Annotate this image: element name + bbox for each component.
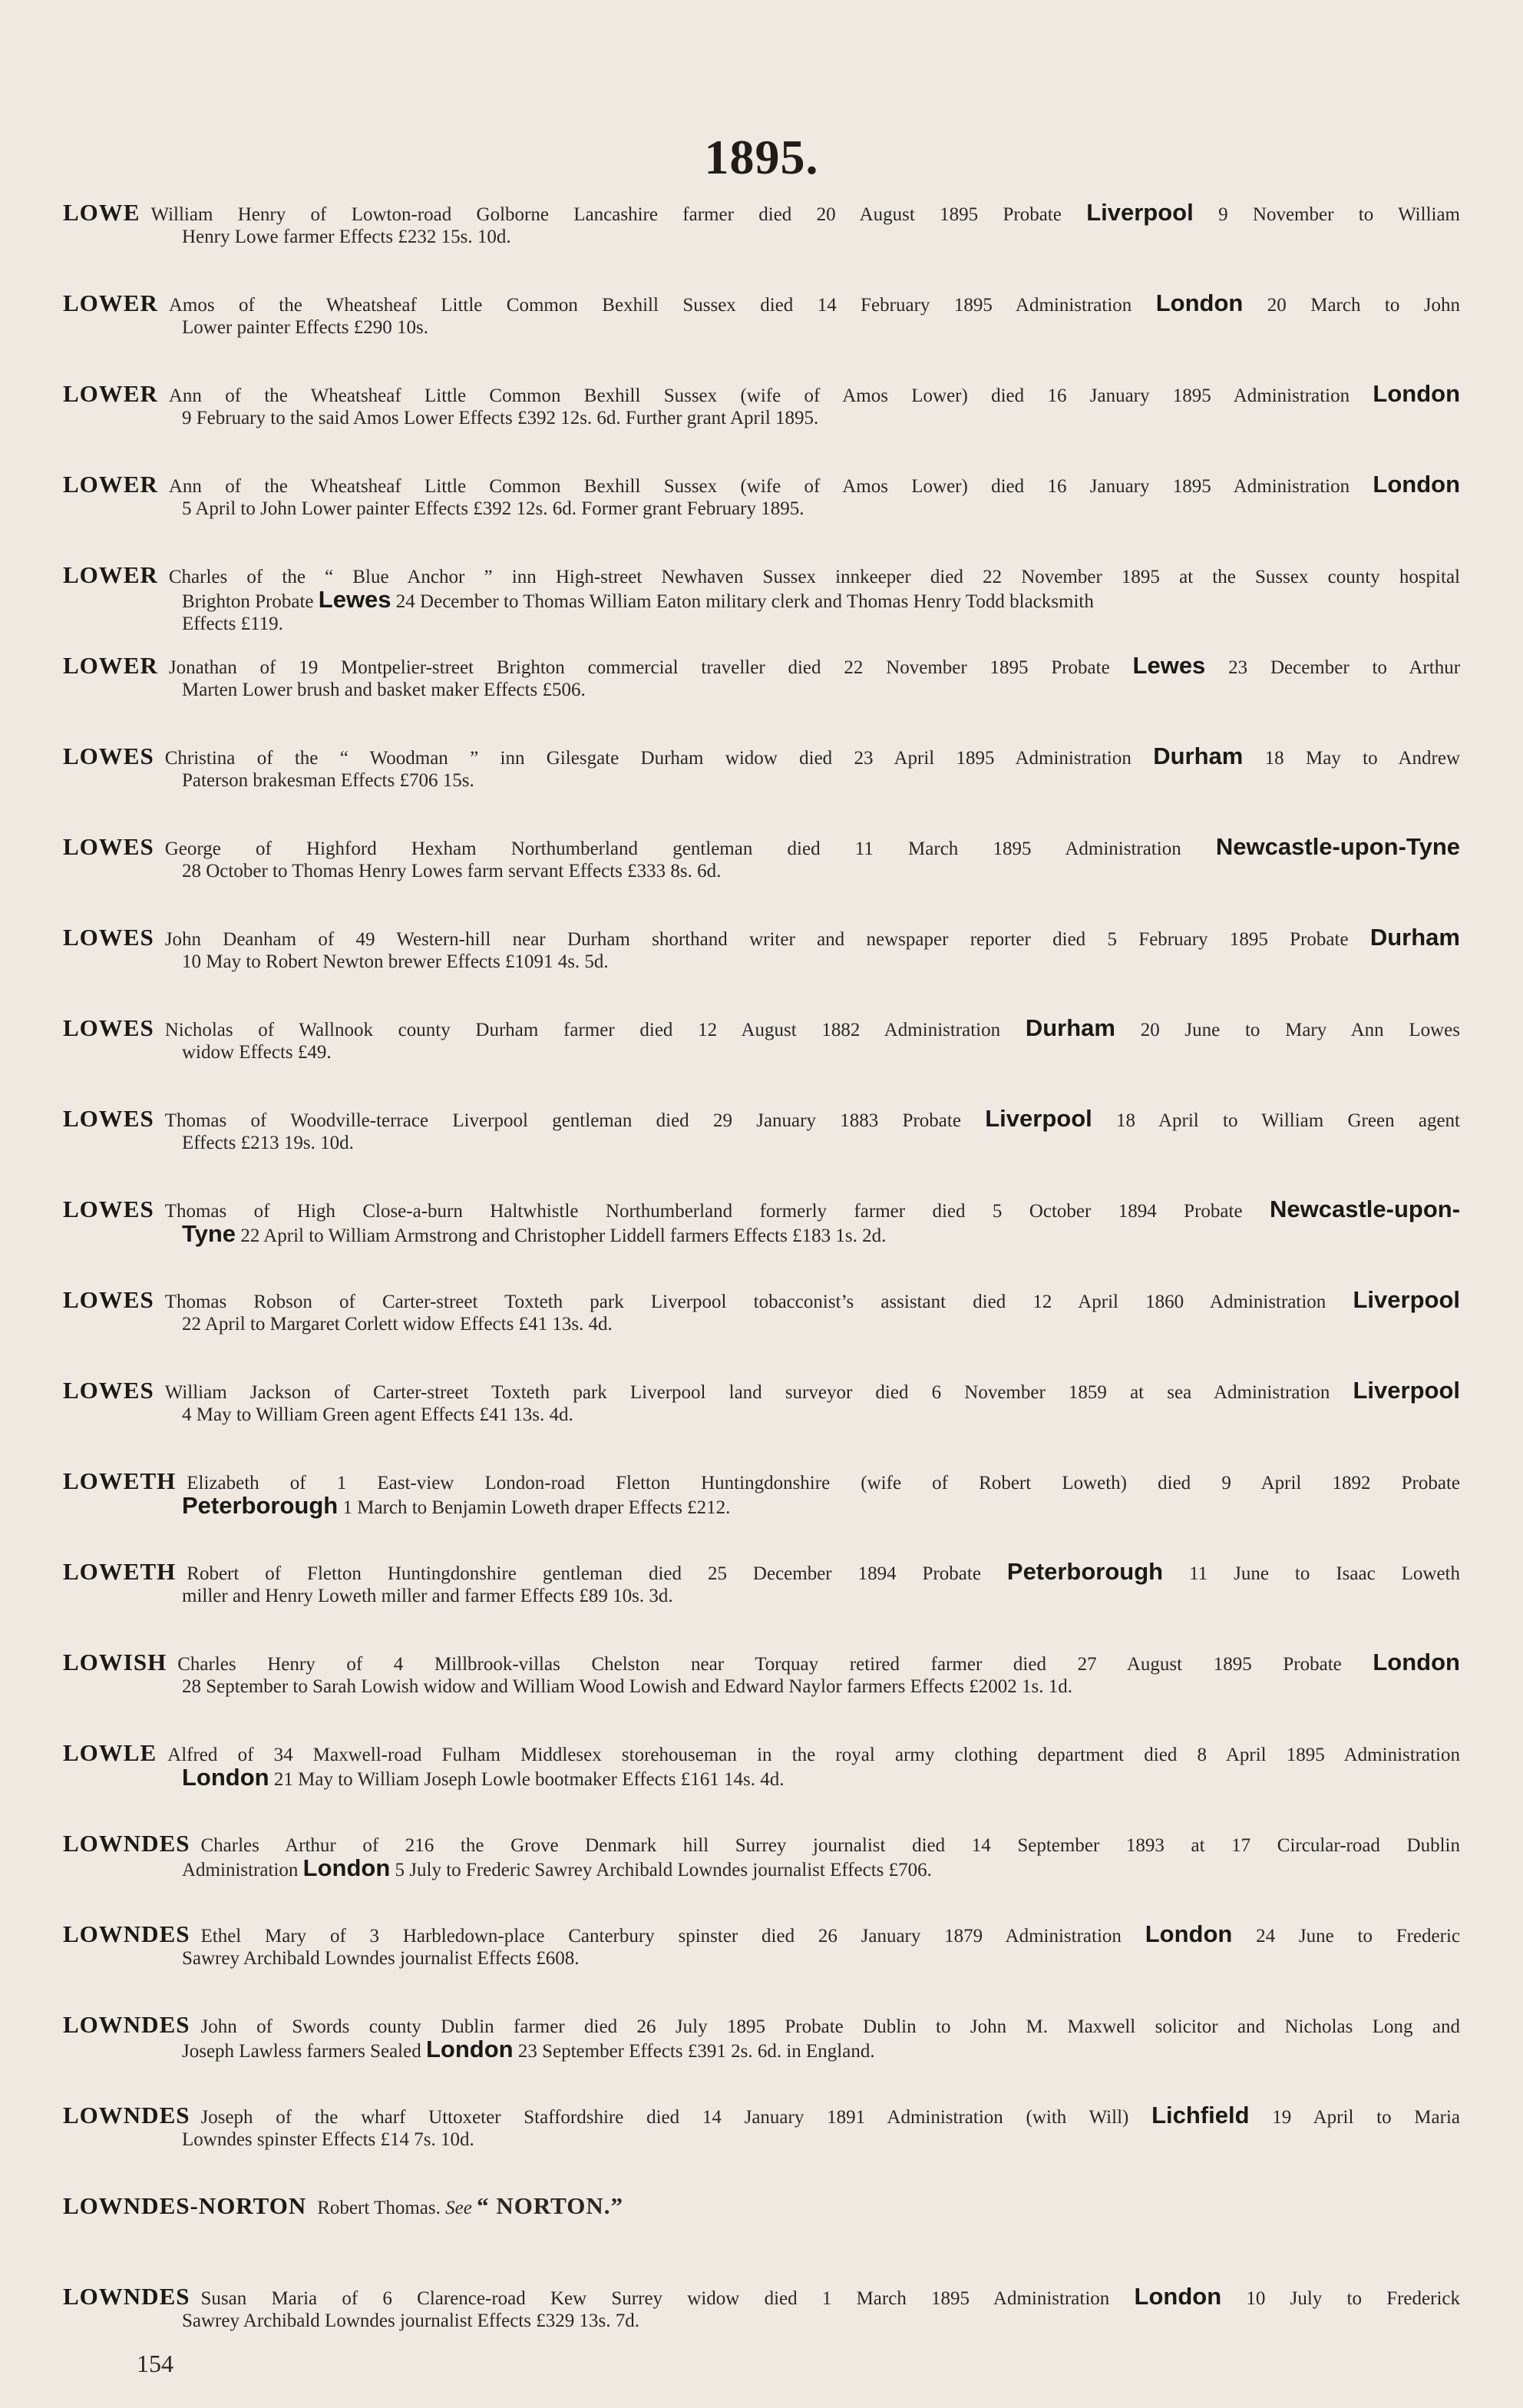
entry-surname: LOWER — [63, 654, 158, 679]
entry-registry-place: Peterborough — [1006, 1560, 1164, 1585]
probate-entry — [63, 835, 1460, 926]
entry-first-line — [63, 1107, 1460, 1132]
entry-registry-place: London — [425, 2038, 514, 2062]
entry-text: Ethel Mary of 3 Harbledown-place Canterbury spinster died 26 January 1879 Administration — [200, 1926, 1122, 1947]
probate-entry — [63, 2104, 1460, 2195]
entry-surname: LOWES — [63, 1198, 154, 1222]
entry-surname: LOWES — [63, 1288, 154, 1313]
entry-second-line: Sawrey Archibald Lowndes journalist Effects £329 13s. 7d. — [182, 2310, 639, 2331]
entry-first-line — [63, 2195, 1460, 2219]
entry-second-line — [63, 2038, 1460, 2062]
probate-entry — [63, 1832, 1460, 1923]
entry-first-line — [63, 1288, 1460, 1313]
entry-second-line: Effects £213 19s. 10d. — [182, 1133, 354, 1153]
probate-entry — [63, 2285, 1460, 2376]
entry-text: Joseph Lawless farmers Sealed — [182, 2041, 421, 2062]
page-year-heading: 1895. — [704, 130, 819, 184]
probate-entry — [63, 745, 1460, 835]
entry-surname: LOWETH — [63, 1560, 177, 1585]
entry-registry-place: Liverpool — [985, 1107, 1092, 1132]
entry-registry-place: Durham — [1369, 926, 1460, 951]
probate-entry — [63, 2195, 1460, 2285]
entry-text: Elizabeth of 1 East-view London-road Fletton Huntingdonshire (wife of Robert Loweth) died 9 April 1892 Probate — [187, 1473, 1460, 1493]
entry-text: Robert Thomas. — [317, 2198, 441, 2218]
entry-text: Thomas of High Close-a-burn Haltwhistle Northumberland formerly farmer died 5 October 1894 Probate — [164, 1201, 1243, 1222]
entry-text: Robert of Fletton Huntingdonshire gentleman died 25 December 1894 Probate — [187, 1563, 981, 1584]
entry-registry-place: Lichfield — [1151, 2104, 1250, 2128]
entry-text: Charles of the “ Blue Anchor ” inn High-street Newhaven Sussex innkeeper died 22 November 1895 at the Sussex county hospital — [168, 567, 1460, 587]
entry-second-line: Paterson brakesman Effects £706 15s. — [182, 770, 474, 791]
entry-text: Christina of the “ Woodman ” inn Gilesgate Durham widow died 23 April 1895 Administration — [164, 748, 1132, 769]
probate-entry — [63, 1923, 1460, 2013]
entry-registry-place: London — [1134, 2285, 1222, 2310]
probate-entry — [63, 1288, 1460, 1379]
entry-registry-place: London — [1155, 292, 1244, 316]
entry-second-line — [63, 1766, 1460, 1791]
entry-first-line — [63, 1198, 1460, 1222]
entry-registry-place: Newcastle-upon-Tyne — [1215, 835, 1460, 860]
entry-registry-place: Lewes — [1132, 654, 1206, 679]
entry-first-line — [63, 1742, 1460, 1766]
probate-entry — [63, 1470, 1460, 1560]
entry-first-line — [63, 926, 1460, 951]
entry-text: Charles Henry of 4 Millbrook-villas Chelston near Torquay retired farmer died 27 August 1895 Probate — [177, 1654, 1342, 1675]
entry-text-continued: 24 June to Frederic — [1256, 1926, 1460, 1947]
probate-entry — [63, 201, 1460, 292]
entry-second-line: 4 May to William Green agent Effects £41 13s. 4d. — [182, 1404, 573, 1425]
entry-surname: LOWES — [63, 1017, 154, 1041]
entry-registry-place: Durham — [1025, 1017, 1115, 1041]
entry-second-line: 28 October to Thomas Henry Lowes farm servant Effects £333 8s. 6d. — [182, 861, 722, 882]
entry-third-line: Effects £119. — [182, 614, 283, 634]
entries-list — [63, 201, 1460, 2376]
entry-surname: LOWER — [63, 292, 158, 316]
entry-first-line — [63, 473, 1460, 498]
entry-text: Joseph of the wharf Uttoxeter Staffordshire died 14 January 1891 Administration (with Will) — [200, 2107, 1129, 2128]
probate-entry — [63, 473, 1460, 564]
entry-text-continued: 18 April to William Green agent — [1116, 1110, 1460, 1131]
entry-text: John of Swords county Dublin farmer died 26 July 1895 Probate Dublin to John M. Maxwell solicitor and Nicholas Long and — [200, 2016, 1460, 2037]
entry-text: Thomas Robson of Carter-street Toxteth park Liverpool tobacconist’s assistant died 12 April 1860 Administration — [164, 1292, 1326, 1312]
entry-first-line — [63, 1651, 1460, 1675]
entry-text: 24 December to Thomas William Eaton military clerk and Thomas Henry Todd blacksmith — [395, 591, 1094, 612]
entry-text-continued: 23 December to Arthur — [1228, 657, 1460, 678]
entry-text-continued: 9 November to William — [1218, 204, 1460, 225]
entry-second-line: 28 September to Sarah Lowish widow and William Wood Lowish and Edward Naylor farmers Effects £2002 1s. 1d. — [182, 1676, 1072, 1697]
entry-surname: LOWER — [63, 382, 158, 407]
entry-first-line — [63, 564, 1460, 588]
entry-surname: LOWNDES — [63, 2104, 190, 2128]
entry-text: 22 April to William Armstrong and Christopher Liddell farmers Effects £183 1s. 2d. — [240, 1226, 887, 1246]
page-number: 154 — [137, 2350, 173, 2377]
probate-entry — [63, 1560, 1460, 1651]
entry-first-line — [63, 201, 1460, 226]
entry-registry-place: London — [182, 1766, 269, 1791]
entry-text: Susan Maria of 6 Clarence-road Kew Surrey widow died 1 March 1895 Administration — [200, 2288, 1110, 2309]
probate-entry — [63, 1107, 1460, 1198]
entry-text: 5 July to Frederic Sawrey Archibald Lowndes journalist Effects £706. — [395, 1860, 932, 1880]
probate-entry — [63, 1379, 1460, 1470]
entry-second-line — [63, 1494, 1460, 1519]
entry-registry-place: London — [302, 1857, 391, 1881]
entry-text: Charles Arthur of 216 the Grove Denmark hill Surrey journalist died 14 September 1893 at 17 Circular-road Dublin — [200, 1835, 1460, 1856]
entry-surname: LOWNDES — [63, 2285, 190, 2310]
entry-surname: LOWNDES — [63, 1923, 190, 1947]
probate-entry — [63, 564, 1460, 654]
entry-text: 1 March to Benjamin Loweth draper Effects £212. — [342, 1497, 731, 1518]
entry-text: George of Highford Hexham Northumberland gentleman died 11 March 1895 Administration — [164, 838, 1181, 859]
entry-second-line — [63, 1222, 1460, 1247]
entry-text-continued: 20 March to John — [1267, 295, 1460, 316]
entry-registry-place: Lewes — [318, 588, 391, 613]
entry-registry-place: London — [1145, 1923, 1233, 1947]
entry-surname: LOWES — [63, 1107, 154, 1132]
entry-registry-place: Liverpool — [1086, 201, 1194, 226]
entry-second-line: 10 May to Robert Newton brewer Effects £1091 4s. 5d. — [182, 951, 609, 972]
entry-second-line: Henry Lowe farmer Effects £232 15s. 10d. — [182, 227, 511, 247]
entry-text-continued: 19 April to Maria — [1272, 2107, 1460, 2128]
entry-first-line — [63, 1017, 1460, 1041]
entry-registry-place: London — [1373, 382, 1460, 407]
probate-entry — [63, 292, 1460, 382]
entry-first-line — [63, 1470, 1460, 1494]
entry-surname: LOWNDES — [63, 1832, 190, 1857]
entry-surname: LOWETH — [63, 1470, 177, 1494]
entry-first-line — [63, 1923, 1460, 1947]
entry-text: Thomas of Woodville-terrace Liverpool gentleman died 29 January 1883 Probate — [164, 1110, 961, 1131]
entry-text: Alfred of 34 Maxwell-road Fulham Middlesex storehouseman in the royal army clothing department died 8 April 1895 Administration — [167, 1745, 1460, 1765]
cross-reference: “ NORTON.” — [477, 2195, 623, 2219]
probate-entry — [63, 1017, 1460, 1107]
entry-second-line: Sawrey Archibald Lowndes journalist Effects £608. — [182, 1948, 580, 1969]
entry-second-line: widow Effects £49. — [182, 1042, 332, 1063]
probate-entry — [63, 654, 1460, 745]
entry-text: Ann of the Wheatsheaf Little Common Bexhill Sussex (wife of Amos Lower) died 16 January 1895 Administration — [168, 476, 1350, 497]
entry-text: Jonathan of 19 Montpelier-street Brighton commercial traveller died 22 November 1895 Probate — [168, 657, 1110, 678]
probate-entry — [63, 2013, 1460, 2104]
entry-registry-place: Durham — [1153, 745, 1244, 769]
entry-first-line — [63, 2104, 1460, 2128]
entry-text: Nicholas of Wallnook county Durham farmer died 12 August 1882 Administration — [164, 1020, 1001, 1040]
entry-text: 23 September Effects £391 2s. 6d. in England. — [517, 2041, 875, 2062]
entry-text-continued: 20 June to Mary Ann Lowes — [1140, 1020, 1460, 1040]
entry-second-line: Lowndes spinster Effects £14 7s. 10d. — [182, 2129, 474, 2150]
probate-entry — [63, 926, 1460, 1017]
entry-text: John Deanham of 49 Western-hill near Durham shorthand writer and newspaper reporter died 5 February 1895 Probate — [164, 929, 1349, 950]
entry-first-line — [63, 654, 1460, 679]
entry-text: 21 May to William Joseph Lowle bootmaker Effects £161 14s. 4d. — [273, 1769, 785, 1790]
entry-registry-place: Liverpool — [1353, 1288, 1460, 1313]
entry-second-line: 5 April to John Lower painter Effects £392 12s. 6d. Former grant February 1895. — [182, 498, 804, 519]
entry-second-line — [63, 1857, 1460, 1881]
entry-second-line — [63, 588, 1460, 613]
entry-text-continued: 10 July to Frederick — [1246, 2288, 1460, 2309]
entry-first-line — [63, 835, 1460, 860]
entry-second-line: 9 February to the said Amos Lower Effects £392 12s. 6d. Further grant April 1895. — [182, 408, 819, 428]
entry-registry-place: Peterborough — [182, 1494, 339, 1519]
entry-text: William Jackson of Carter-street Toxteth park Liverpool land surveyor died 6 November 1859 at sea Administration — [164, 1382, 1330, 1403]
entry-second-line: Marten Lower brush and basket maker Effects £506. — [182, 680, 586, 700]
entry-registry-place: London — [1373, 473, 1460, 498]
entry-second-line: Lower painter Effects £290 10s. — [182, 317, 428, 338]
entry-text: Ann of the Wheatsheaf Little Common Bexhill Sussex (wife of Amos Lower) died 16 January 1895 Administration — [168, 385, 1350, 406]
entry-first-line — [63, 2285, 1460, 2310]
entry-text-continued: 18 May to Andrew — [1264, 748, 1460, 769]
entry-first-line — [63, 2013, 1460, 2038]
entry-surname: LOWE — [63, 201, 140, 226]
entry-surname: LOWNDES — [63, 2013, 190, 2038]
entry-surname: LOWES — [63, 835, 154, 860]
entry-text: Administration — [182, 1860, 299, 1880]
entry-surname: LOWNDES-NORTON — [63, 2195, 307, 2219]
entry-surname: LOWES — [63, 1379, 154, 1404]
entry-surname: LOWER — [63, 564, 158, 588]
entry-first-line — [63, 1560, 1460, 1585]
entry-registry-place: Liverpool — [1353, 1379, 1460, 1404]
entry-registry-place: Tyne — [182, 1222, 236, 1247]
entry-surname: LOWES — [63, 926, 154, 951]
entry-first-line — [63, 745, 1460, 769]
entry-first-line — [63, 292, 1460, 316]
entry-surname: LOWISH — [63, 1651, 167, 1675]
probate-entry — [63, 1651, 1460, 1742]
probate-entry — [63, 1198, 1460, 1288]
entry-registry-place: London — [1373, 1651, 1460, 1675]
entry-surname: LOWES — [63, 745, 154, 769]
entry-text: Amos of the Wheatsheaf Little Common Bexhill Sussex died 14 February 1895 Administration — [168, 295, 1132, 316]
entry-first-line — [63, 382, 1460, 407]
entry-registry-place: Newcastle-upon- — [1269, 1198, 1460, 1222]
entry-text: Brighton Probate — [182, 591, 314, 612]
entry-text: William Henry of Lowton-road Golborne Lancashire farmer died 20 August 1895 Probate — [150, 204, 1062, 225]
entry-first-line — [63, 1379, 1460, 1404]
probate-entry — [63, 382, 1460, 473]
probate-entry — [63, 1742, 1460, 1832]
entry-text-continued: 11 June to Isaac Loweth — [1189, 1563, 1460, 1584]
entry-surname: LOWER — [63, 473, 158, 498]
entry-second-line: 22 April to Margaret Corlett widow Effects £41 13s. 4d. — [182, 1314, 613, 1335]
entry-surname: LOWLE — [63, 1742, 157, 1766]
entry-first-line — [63, 1832, 1460, 1857]
entry-second-line: miller and Henry Loweth miller and farmer Effects £89 10s. 3d. — [182, 1586, 673, 1606]
see-reference-label: See — [445, 2198, 472, 2218]
